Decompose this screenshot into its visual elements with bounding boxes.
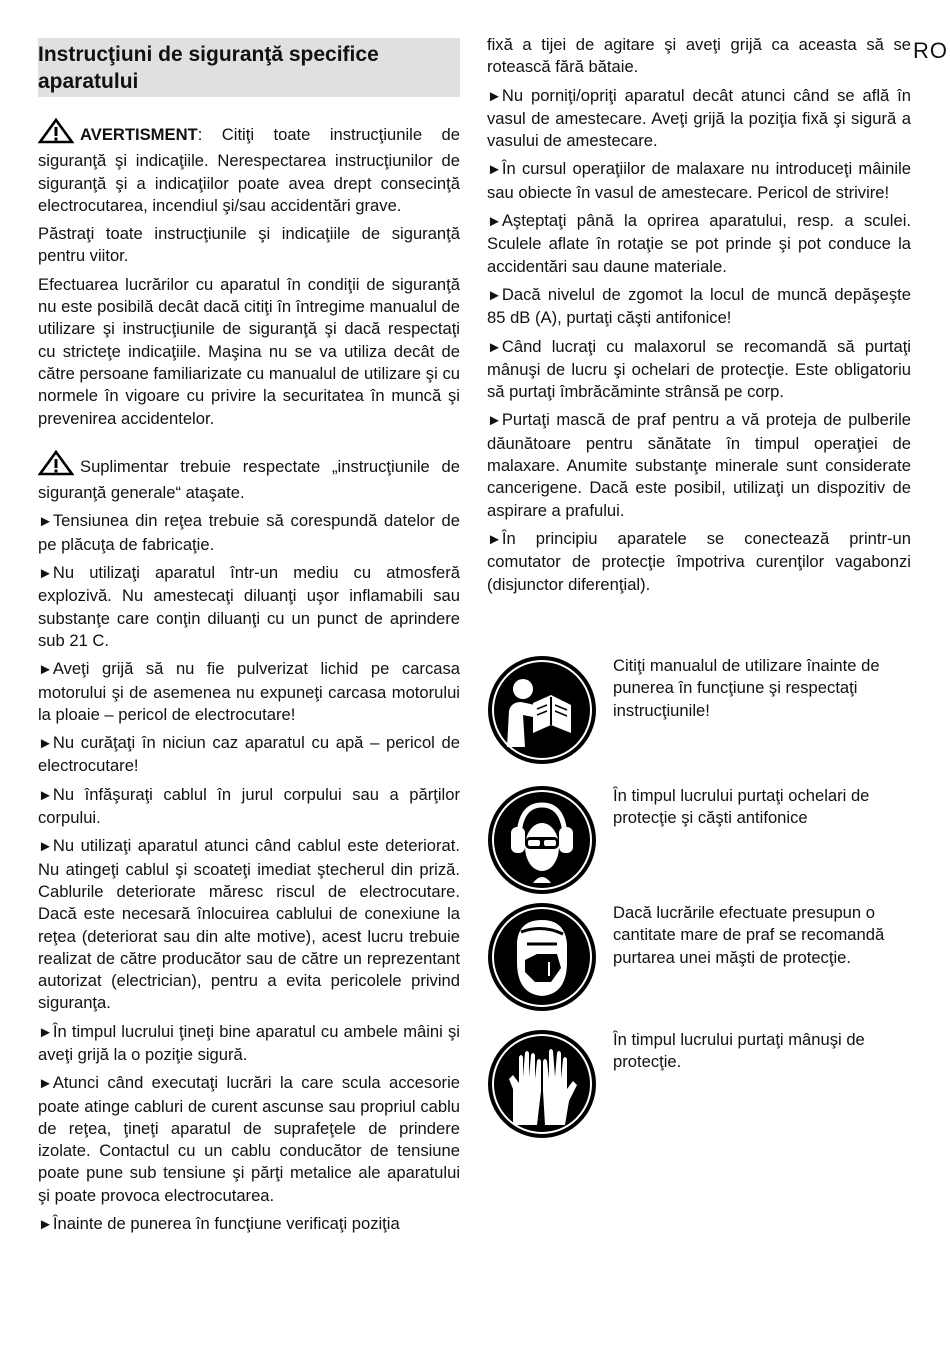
bullet-arrow-icon: ► [38, 661, 53, 679]
warning-label: AVERTISMENT [80, 125, 198, 144]
read-manual-icon [487, 655, 597, 765]
bullet-item: ►Purtaţi mască de praf pentru a vă proteja de pulberile dăunătoare pentru sănătate în timpul operaţiei de malaxare. Anumite substanţe minerale sunt considerate cancerigene. Dacă este posibil, utilizaţi un dispozitiv de aspirare a prafului. [487, 410, 911, 520]
keep-instructions-paragraph: Păstraţi toate instrucţiunile şi indicaţiile de siguranţă pentru viitor. [38, 224, 460, 266]
bullet-arrow-icon: ► [38, 735, 53, 753]
bullet-arrow-icon: ► [38, 565, 53, 583]
goggles-earmuffs-icon [487, 785, 597, 895]
safety-sign-text: În timpul lucrului purtaţi mânuşi de protecţie. [613, 1030, 865, 1072]
warning-paragraph [38, 118, 460, 217]
bullet-arrow-icon: ► [487, 530, 502, 548]
left-column [38, 34, 460, 1242]
conditions-paragraph: Efectuarea lucrărilor cu aparatul în condiţii de siguranţă nu este posibilă decât dacă citiţi în întregime manualul de utilizare şi instrucţiunile de siguranţă şi dacă respectaţi cu stricteţe indicaţiile. Maşina nu se va utiliza decât de către persoane familiarizate cu manualul de utilizare şi cu normele în vigoare cu privire la securitatea în muncă şi prevenirea accidentelor. [38, 274, 460, 428]
bullet-item: ►Dacă nivelul de zgomot la locul de muncă depăşeşte 85 dB (A), purtaţi căşti antifonice! [487, 284, 911, 328]
section-title: Instrucţiuni de siguranţă specifice aparatului [38, 38, 460, 97]
dust-mask-icon [487, 902, 597, 1012]
bullet-item: ►Nu înfăşuraţi cablul în jurul corpului sau a părţilor corpului. [38, 784, 460, 828]
right-column [487, 34, 911, 602]
bullet-item: ►În cursul operaţiilor de malaxare nu introduceţi mâinile sau obiecte în vasul de amestecare. Pericol de strivire! [487, 159, 911, 202]
bullet-arrow-icon: ► [38, 786, 53, 804]
bullet-item: ►Atunci când executaţi lucrări la care scula accesorie poate atinge cabluri de curent ascunse sau propriul cablu de reţea, ţineţi aparatul de suprafeţele de prindere izolate. Contactul cu un cablu conducător de tensiune poate pune sub tensiune şi părţi metalice ale aparatului şi poate provoca electrocutarea. [38, 1073, 460, 1205]
safety-sign-goggles-earmuffs [487, 785, 927, 900]
bullet-arrow-icon: ► [487, 213, 502, 231]
bullet-arrow-icon: ► [38, 513, 53, 531]
bullet-item: ►Când lucraţi cu malaxorul se recomandă să purtaţi mânuşi de lucru şi ochelari de protecţie. Este obligatoriu să purtaţi îmbrăcăminte strânsă pe corp. [487, 336, 911, 402]
safety-sign-dust-mask [487, 902, 927, 1017]
warning-text: : Citiţi toate instrucţiunile de siguranţă şi indicaţiile. Nerespectarea instrucţiunilor de siguranţă şi a indicaţiilor poate avea drept consecinţă electrocutarea, incendiul şi/sau accidentări grave. [38, 125, 460, 215]
safety-sign-text: Citiţi manualul de utilizare înainte de punerea în funcţiune şi respectaţi instrucţiunile! [613, 656, 880, 720]
bullet-item: ►Nu utilizaţi aparatul într-un mediu cu atmosferă explozivă. Nu amestecaţi diluanţi uşor inflamabili sau substanţe care conţin diluanţi cu un punct de aprindere sub 21 C. [38, 563, 460, 650]
bullet-item: ►Aveţi grijă să nu fie pulverizat lichid pe carcasa motorului şi de asemenea nu expuneţi carcasa motorului la ploaie – pericol de electrocutare! [38, 659, 460, 724]
bullet-item: ►Tensiunea din reţea trebuie să corespundă datelor de pe plăcuţa de fabricaţie. [38, 511, 460, 554]
bullet-arrow-icon: ► [38, 838, 53, 856]
language-tag: RO [913, 38, 948, 63]
safety-sign-read-manual [487, 655, 927, 770]
bullet-arrow-icon: ► [38, 1023, 53, 1041]
safety-sign-gloves [487, 1029, 927, 1144]
bullet-item: ►Aşteptaţi până la oprirea aparatului, resp. a sculei. Sculele aflate în rotaţie se pot prinde şi pot conduce la accidentări sau daune materiale. [487, 211, 911, 276]
bullet-arrow-icon: ► [38, 1075, 53, 1093]
safety-sign-text: Dacă lucrările efectuate presupun o cantitate mare de praf se recomandă purtarea unei măşti de protecţie. [613, 903, 885, 967]
bullet-arrow-icon: ► [487, 87, 502, 105]
bullet-arrow-icon: ► [487, 412, 502, 430]
bullet-arrow-icon: ► [487, 338, 502, 356]
bullet-arrow-icon: ► [487, 161, 502, 179]
continuation-paragraph: fixă a tijei de agitare şi aveţi grijă ca aceasta să se rotească fără bătaie. [487, 35, 911, 77]
bullet-item: ►Nu utilizaţi aparatul atunci când cablul este deteriorat. Nu atingeţi cablul şi scoateţi imediat ştecherul din priză. Cablurile deteriorate măresc riscul de electrocutare. Dacă este necesară înlocuirea cablului de conexiune la reţea (deteriorat sau din alte motive), acest lucru trebuie realizat de către producător sau de către un reprezentant autorizat (electrician), pentru a evita pericolele privind siguranţa. [38, 836, 460, 1013]
warning-triangle-icon [38, 450, 74, 482]
bullet-arrow-icon: ► [487, 286, 502, 304]
supplement-text: Suplimentar trebuie respectate „instrucţiunile de siguranţă generale“ ataşate. [38, 456, 460, 503]
bullet-item: ►Nu curăţaţi în niciun caz aparatul cu apă – pericol de electrocutare! [38, 733, 460, 776]
bullet-item: ►În principiu aparatele se conectează printr-un comutator de protecţie împotriva curenţilor vagabonzi (disjunctor diferenţial). [487, 528, 911, 594]
warning-triangle-icon [38, 118, 74, 150]
bullet-item: ►În timpul lucrului ţineţi bine aparatul cu ambele mâini şi aveţi grijă la o poziţie sigură. [38, 1021, 460, 1064]
bullet-item: ►Nu porniţi/opriţi aparatul decât atunci când se află în vasul de amestecare. Aveţi grijă la poziţia fixă şi sigură a vasului de amestecare. [487, 85, 911, 151]
bullet-arrow-icon: ► [38, 1216, 53, 1234]
bullet-item: ►Înainte de punerea în funcţiune verificaţi poziţia [38, 1214, 400, 1234]
gloves-icon [487, 1029, 597, 1139]
supplement-paragraph [38, 450, 460, 505]
safety-sign-text: În timpul lucrului purtaţi ochelari de protecţie şi căşti antifonice [613, 786, 870, 828]
